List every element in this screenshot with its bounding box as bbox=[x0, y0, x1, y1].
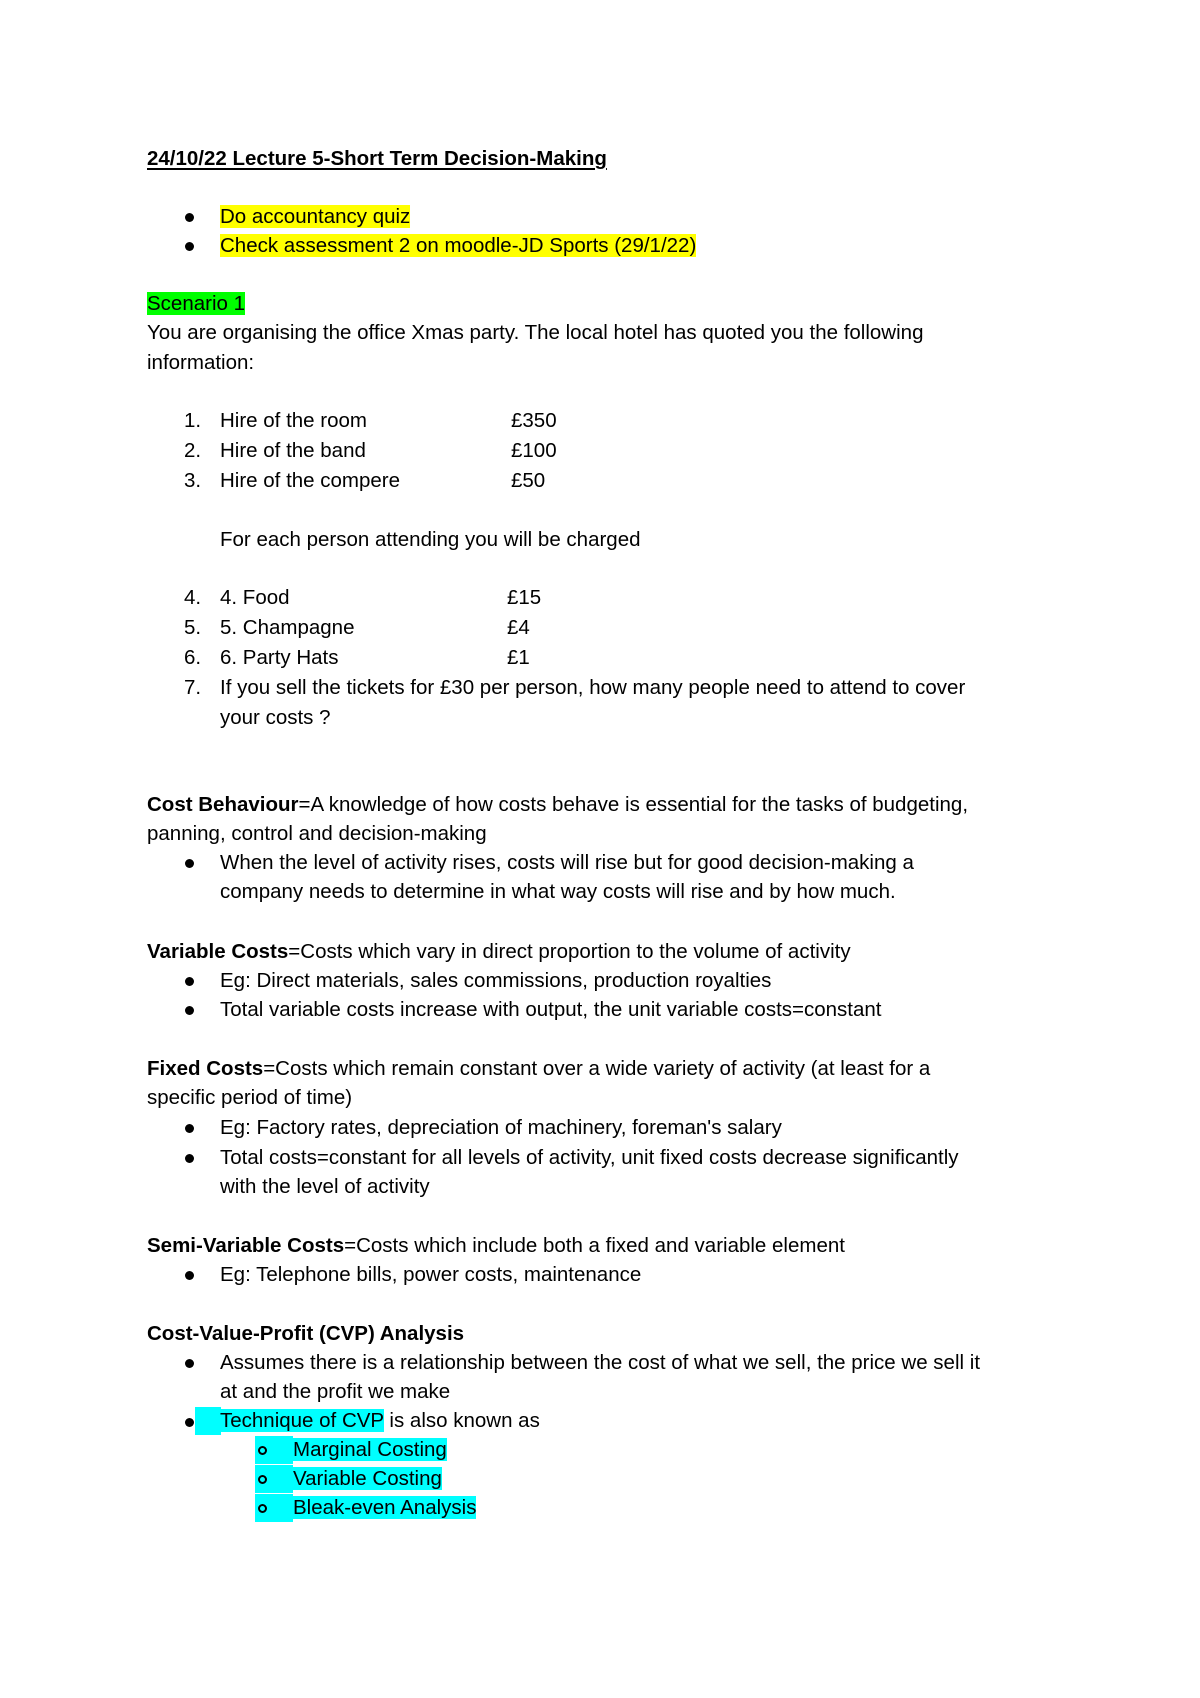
semi-variable-definition: Semi-Variable Costs=Costs which include both a fixed and variable element bbox=[147, 1234, 845, 1257]
fixed-costs-definition-cont: specific period of time) bbox=[147, 1086, 353, 1109]
bullet-icon bbox=[185, 977, 194, 986]
term: Fixed Costs bbox=[147, 1057, 264, 1080]
question-text: If you sell the tickets for £30 per person, how many people need to attend to cover bbox=[220, 676, 966, 699]
page-title: 24/10/22 Lecture 5-Short Term Decision-Making bbox=[147, 147, 607, 170]
bullet-icon bbox=[185, 1271, 194, 1280]
list-number: 5. bbox=[184, 616, 202, 639]
item-price: £4 bbox=[507, 616, 530, 639]
question-text-cont: your costs ? bbox=[220, 706, 331, 729]
variable-costs-definition: Variable Costs=Costs which vary in direct proportion to the volume of activity bbox=[147, 940, 851, 963]
bullet-icon bbox=[185, 1154, 194, 1163]
todo-item: Check assessment 2 on moodle-JD Sports (29/1/22) bbox=[220, 234, 697, 257]
item-price: £1 bbox=[507, 646, 530, 669]
bullet-icon bbox=[185, 1359, 194, 1368]
bullet-text: Assumes there is a relationship between the cost of what we sell, the price we sell it bbox=[220, 1351, 981, 1374]
scenario-label: Scenario 1 bbox=[147, 292, 246, 315]
list-item: 6. Party Hats bbox=[220, 646, 339, 669]
cost-behaviour-definition: Cost Behaviour=A knowledge of how costs behave is essential for the tasks of budgeting, bbox=[147, 793, 969, 816]
bullet-icon bbox=[185, 1124, 194, 1133]
item-price: £100 bbox=[511, 439, 557, 462]
bullet-icon bbox=[185, 1006, 194, 1015]
item-price: £50 bbox=[511, 469, 546, 492]
per-person-note: For each person attending you will be charged bbox=[220, 528, 641, 551]
bullet-text: When the level of activity rises, costs will rise but for good decision-making a bbox=[220, 851, 914, 874]
scenario-intro: You are organising the office Xmas party. The local hotel has quoted you the following bbox=[147, 321, 924, 344]
bullet-text-cont: company needs to determine in what way costs will rise and by how much. bbox=[220, 880, 896, 903]
cost-behaviour-definition-cont: panning, control and decision-making bbox=[147, 822, 487, 845]
term: Variable Costs bbox=[147, 940, 289, 963]
list-number: 6. bbox=[184, 646, 202, 669]
bullet-text: Technique of CVP is also known as bbox=[220, 1409, 540, 1432]
circle-bullet-icon bbox=[258, 1475, 267, 1484]
term: Semi-Variable Costs bbox=[147, 1234, 345, 1257]
sub-item: Marginal Costing bbox=[293, 1438, 447, 1461]
item-price: £350 bbox=[511, 409, 557, 432]
bullet-icon bbox=[185, 213, 194, 222]
bullet-text: Eg: Factory rates, depreciation of machinery, foreman's salary bbox=[220, 1116, 782, 1139]
highlight-mark bbox=[195, 1407, 221, 1435]
bullet-text-cont: at and the profit we make bbox=[220, 1380, 451, 1403]
list-number: 7. bbox=[184, 676, 202, 699]
list-number: 4. bbox=[184, 586, 202, 609]
list-item: Hire of the band bbox=[220, 439, 366, 462]
circle-bullet-icon bbox=[258, 1446, 267, 1455]
item-price: £15 bbox=[507, 586, 542, 609]
bullet-text: Total variable costs increase with output, the unit variable costs=constant bbox=[220, 998, 882, 1021]
bullet-icon bbox=[185, 242, 194, 251]
sub-item: Bleak-even Analysis bbox=[293, 1496, 477, 1519]
bullet-text: Eg: Direct materials, sales commissions, production royalties bbox=[220, 969, 772, 992]
sub-item: Variable Costing bbox=[293, 1467, 442, 1490]
list-item: 4. Food bbox=[220, 586, 290, 609]
cvp-heading: Cost-Value-Profit (CVP) Analysis bbox=[147, 1322, 465, 1345]
bullet-text-cont: with the level of activity bbox=[220, 1175, 430, 1198]
bullet-text: Eg: Telephone bills, power costs, maintenance bbox=[220, 1263, 642, 1286]
todo-item: Do accountancy quiz bbox=[220, 205, 411, 228]
list-item: Hire of the room bbox=[220, 409, 367, 432]
bullet-icon bbox=[185, 859, 194, 868]
bullet-icon bbox=[185, 1418, 194, 1427]
list-number: 2. bbox=[184, 439, 202, 462]
list-item: Hire of the compere bbox=[220, 469, 401, 492]
list-number: 3. bbox=[184, 469, 202, 492]
scenario-intro-cont: information: bbox=[147, 351, 255, 374]
list-number: 1. bbox=[184, 409, 202, 432]
list-item: 5. Champagne bbox=[220, 616, 355, 639]
term: Cost Behaviour bbox=[147, 793, 299, 816]
fixed-costs-definition: Fixed Costs=Costs which remain constant over a wide variety of activity (at least for a bbox=[147, 1057, 931, 1080]
circle-bullet-icon bbox=[258, 1504, 267, 1513]
bullet-text: Total costs=constant for all levels of activity, unit fixed costs decrease significantly bbox=[220, 1146, 959, 1169]
